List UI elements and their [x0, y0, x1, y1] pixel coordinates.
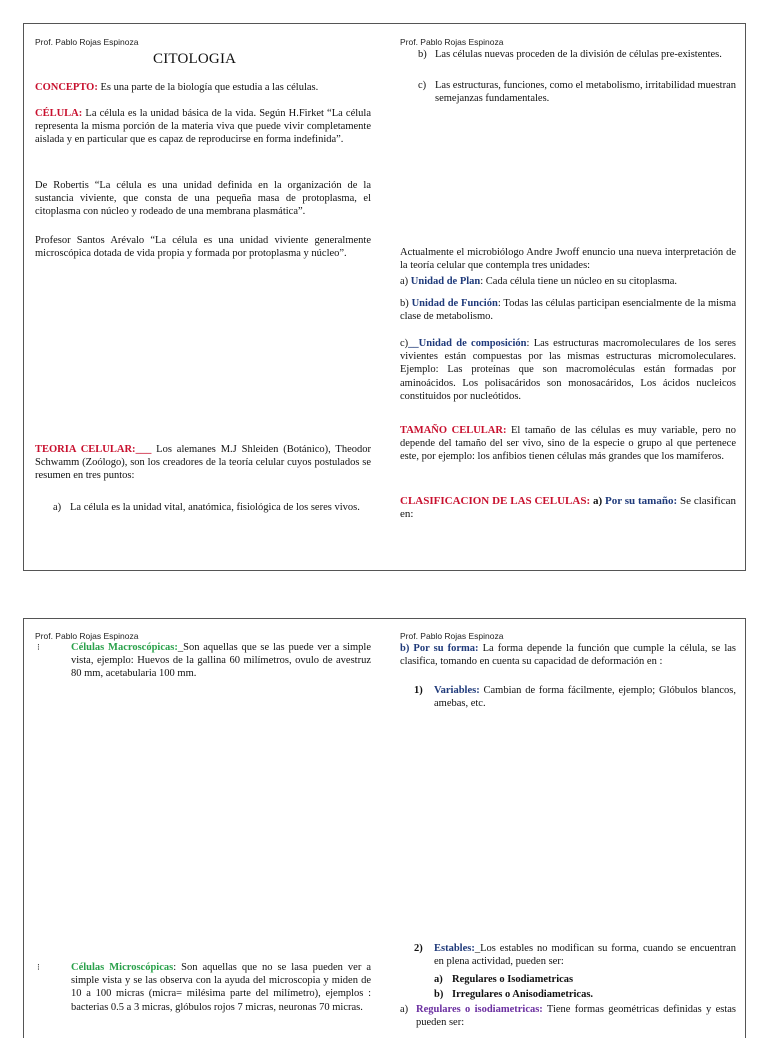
irregulares-subitem: [434, 988, 734, 1001]
page-title: CITOLOGIA: [153, 51, 237, 67]
celula-label: CÉLULA:: [35, 108, 83, 119]
slide-1-right-column: [400, 24, 736, 571]
slide-2: [23, 618, 746, 1038]
author-header: Prof. Pablo Rojas Espinoza: [400, 631, 504, 641]
postulado-a: [53, 501, 371, 514]
macroscopicas-item: [37, 641, 371, 681]
arevalo-paragraph: Profesor Santos Arévalo “La célula es una unidad viviente generalmente microscópica dotada de vida propia y formada por protoplasma y núcleo”.: [35, 235, 371, 260]
celula-paragraph: [35, 107, 371, 147]
por-forma-text: La forma depende la función que cumple la célula, se las clasifica, tomando en cuenta su capacidad de deformación en :: [400, 643, 737, 668]
por-forma-paragraph: [400, 642, 736, 668]
macroscopicas-label: Células Macroscópicas:: [71, 642, 178, 653]
author-header: Prof. Pablo Rojas Espinoza: [400, 37, 504, 47]
author-header: Prof. Pablo Rojas Espinoza: [35, 631, 139, 641]
unidad-composicion-label: __Unidad de composición: [408, 338, 527, 349]
tamano-celular-text: El tamaño de las células es muy variable, pero no depende del tamaño del ser vivo, sino de la especie o grupo al que pertenece este, por ejemplo: los anfibios tienen células más grandes que los mamíferos.: [400, 425, 736, 463]
tamano-celular-paragraph: [400, 424, 736, 464]
por-tamano-label: Por su tamaño:: [604, 495, 678, 507]
clasificacion-label: CLASIFICACION DE LAS CELULAS:: [400, 495, 591, 507]
regulares-text: Regulares o Isodiametricas: [452, 974, 574, 985]
unidad-plan-text: : Cada célula tiene un núcleo en su citoplasma.: [480, 276, 678, 287]
slide-2-right-column: [400, 619, 736, 1038]
concepto-paragraph: [35, 81, 371, 94]
postulado-a-marker: a): [53, 502, 62, 513]
celula-text: La célula es la unidad básica de la vida. Según H.Firket “La célula representa la misma porción de la materia viva que puede vivir completamente aislada y en particular que es capaz de reproducirse en forma indefinida”.: [35, 108, 371, 146]
postulado-b: [418, 48, 736, 61]
isodiametricas-text: Tiene formas geométricas definidas y estas pueden ser:: [416, 1004, 737, 1029]
variables-marker: 1): [414, 685, 423, 696]
microscopicas-text: : Son aquellas que no se lasa pueden ver a simple vista y se las observa con la ayuda del microscopia y miden de 10 a 100 micras (micra= milésima parte del milímetro), ejemplos : bacterias 0.5 a 3 micras, glóbulos rojos 7 micras, neuronas 70 micras.: [71, 962, 371, 1013]
teoria-label: TEORIA CELULAR:: [35, 444, 136, 455]
author-header: Prof. Pablo Rojas Espinoza: [35, 37, 139, 47]
postulado-c-marker: c): [418, 80, 427, 91]
isodiametricas-label: Regulares o isodiametricas:: [416, 1004, 543, 1015]
unidad-funcion-text: : Todas las células participan esencialmente de la misma clase de metabolismo.: [400, 298, 737, 323]
slide-1-left-column: [35, 24, 371, 571]
estables-item: [414, 942, 736, 968]
bullet-icon: ⁝: [37, 642, 40, 652]
slide-2-left-column: [35, 619, 371, 1038]
postulado-b-marker: b): [418, 49, 427, 60]
por-forma-label: b) Por su forma:: [400, 643, 479, 654]
clasificacion-text: Se clasifican en:: [400, 495, 736, 521]
unidad-composicion-paragraph: [400, 337, 736, 403]
tamano-celular-label: TAMAÑO CELULAR:: [400, 425, 507, 436]
estables-label: Estables:: [434, 943, 475, 954]
unidad-funcion-prefix: b): [400, 298, 412, 309]
unidad-plan-label: Unidad de Plan: [410, 276, 481, 287]
concepto-text: Es una parte de la biología que estudia a las células.: [97, 82, 319, 93]
postulado-a-text: La célula es la unidad vital, anatómica, fisiológica de los seres vivos.: [70, 502, 360, 513]
concepto-label: CONCEPTO:: [35, 82, 98, 93]
teoria-gap: ___: [135, 444, 152, 455]
postulado-b-text: Las células nuevas proceden de la división de células pre-existentes.: [435, 49, 722, 60]
bullet-icon: ⁝: [37, 962, 40, 972]
unidad-funcion-label: Unidad de Función: [411, 298, 498, 309]
regulares-marker: a): [434, 974, 443, 985]
unidad-composicion-text: : Las estructuras macromoleculares de los seres vivientes están compuestas por las mismas estructuras micromoleculares. Ejemplo: Las proteínas que son macromoléculas están formadas por aminoácidos. Los polisacáridos son monosacáridos, Los ácidos nucleicos constituidos por nucleótidos.: [400, 338, 736, 402]
unidad-funcion-paragraph: [400, 297, 736, 323]
microscopicas-item: [37, 961, 371, 1014]
regulares-subitem: [434, 973, 734, 986]
isodiametricas-item: [400, 1003, 736, 1029]
variables-label: Variables:: [434, 685, 480, 696]
irregulares-text: Irregulares o Anisodiametricas.: [452, 989, 594, 1000]
postulado-c: [418, 79, 736, 105]
teoria-text: Los alemanes M.J Shleiden (Botánico), Theodor Schwamm (Zoólogo), son los creadores de la teoría celular cuyos postulados se resumen en tres puntos:: [35, 444, 372, 482]
derobertis-paragraph: De Robertis “La célula es una unidad definida en la organización de la sustancia viviente, que consta de una pequeña masa de protoplasma, el citoplasma con núcleo y rodeado de una membrana plasmática”.: [35, 180, 371, 218]
variables-item: [414, 684, 736, 710]
clasificacion-a: a): [590, 495, 605, 507]
unidad-composicion-prefix: c): [400, 338, 409, 349]
macroscopicas-text: _Son aquellas que se las puede ver a simple vista, ejemplo: Huevos de la gallina 60 milímetros, ovulo de avestruz 80 mm, acetabularia 100 mm.: [71, 642, 372, 680]
teoria-paragraph: [35, 443, 371, 483]
variables-text: Cambian de forma fácilmente, ejemplo; Glóbulos blancos, amebas, etc.: [434, 685, 736, 710]
unidad-plan-prefix: a): [400, 276, 411, 287]
jwoff-paragraph: Actualmente el microbiólogo Andre Jwoff enuncio una nueva interpretación de la teoría celular que contempla tres unidades:: [400, 247, 736, 272]
isodiametricas-marker: a): [400, 1004, 409, 1015]
estables-marker: 2): [414, 943, 423, 954]
slide-1: [23, 23, 746, 571]
postulado-c-text: Las estructuras, funciones, como el metabolismo, irritabilidad muestran semejanzas fundamentales.: [435, 80, 736, 105]
unidad-plan-paragraph: [400, 275, 736, 288]
irregulares-marker: b): [434, 989, 444, 1000]
estables-text: _Los estables no modifican su forma, cuando se encuentran en plena actividad, pueden ser:: [434, 943, 736, 968]
clasificacion-paragraph: [400, 495, 736, 521]
microscopicas-label: Células Microscópicas: [71, 962, 174, 973]
